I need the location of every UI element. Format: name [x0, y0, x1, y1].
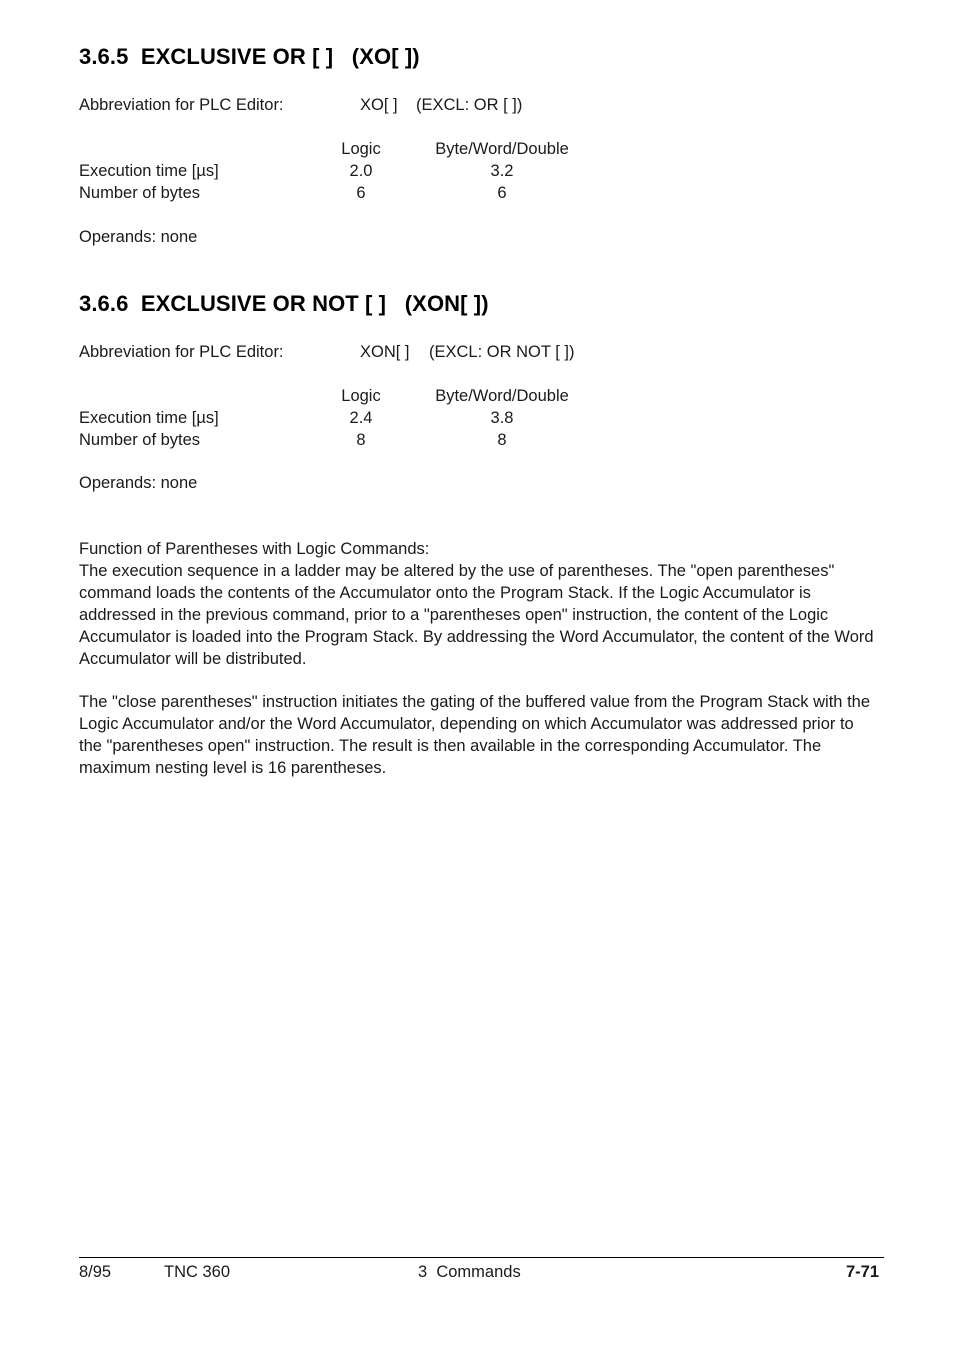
- section-title: EXCLUSIVE OR NOT [ ] (XON[ ]): [140, 291, 489, 316]
- close-parentheses-paragraph: [79, 691, 879, 779]
- row-value-logic: 2.0: [349, 162, 373, 180]
- footer-date: 8/95: [79, 1263, 112, 1281]
- row-value-logic: 8: [356, 431, 366, 449]
- footer-chapter: 3 Commands: [418, 1263, 521, 1281]
- abbrev-code: XON[ ]: [360, 343, 410, 361]
- footer-divider: [79, 1257, 884, 1258]
- row-label: Number of bytes: [79, 184, 201, 202]
- row-label: Execution time [µs]: [79, 162, 219, 180]
- row-value-byte-word-double: 3.8: [490, 409, 514, 427]
- column-header-byte-word-double: Byte/Word/Double: [435, 387, 569, 405]
- row-value-byte-word-double: 3.2: [490, 162, 514, 180]
- operands-note: Operands: none: [79, 228, 198, 246]
- operands-note: Operands: none: [79, 474, 198, 492]
- abbrev-excl: (EXCL: OR NOT [ ]): [429, 343, 575, 361]
- paragraph-title: Function of Parentheses with Logic Commands:: [79, 540, 430, 558]
- section-number: 3.6.5: [79, 44, 129, 69]
- paragraph-text: The "close parentheses" instruction initiates the gating of the buffered value from the Program Stack with the Logic Accumulator and/or the Word Accumulator, depending on which Accumulator was addressed prior to the "parentheses open" instruction. The result is then available in the corresponding Accumulator. The maximum nesting level is 16 parentheses.: [79, 693, 871, 777]
- page-number: 7-71: [845, 1263, 879, 1281]
- parentheses-explanation: [79, 538, 879, 670]
- row-value-logic: 2.4: [349, 409, 373, 427]
- row-value-logic: 6: [356, 184, 366, 202]
- row-value-byte-word-double: 6: [497, 184, 507, 202]
- abbrev-label: Abbreviation for PLC Editor:: [79, 96, 284, 114]
- section-heading-xo: [79, 44, 420, 70]
- column-header-logic: Logic: [341, 140, 381, 158]
- column-header-logic: Logic: [341, 387, 381, 405]
- abbrev-excl: (EXCL: OR [ ]): [416, 96, 523, 114]
- row-value-byte-word-double: 8: [497, 431, 507, 449]
- column-header-byte-word-double: Byte/Word/Double: [435, 140, 569, 158]
- section-heading-xon: [79, 291, 489, 317]
- abbrev-label: Abbreviation for PLC Editor:: [79, 343, 284, 361]
- section-title: EXCLUSIVE OR [ ] (XO[ ]): [140, 44, 420, 69]
- section-number: 3.6.6: [79, 291, 129, 316]
- paragraph-text: The execution sequence in a ladder may be altered by the use of parentheses. The "open parentheses" command loads the contents of the Accumulator onto the Program Stack. If the Logic Accumulator is addressed in the previous command, prior to a "parentheses open" instruction, the content of the Logic Accumulator is loaded into the Program Stack. By addressing the Word Accumulator, the content of the Word Accumulator will be distributed.: [79, 562, 874, 668]
- abbrev-code: XO[ ]: [360, 96, 398, 114]
- row-label: Number of bytes: [79, 431, 201, 449]
- row-label: Execution time [µs]: [79, 409, 219, 427]
- footer-model: TNC 360: [164, 1263, 231, 1281]
